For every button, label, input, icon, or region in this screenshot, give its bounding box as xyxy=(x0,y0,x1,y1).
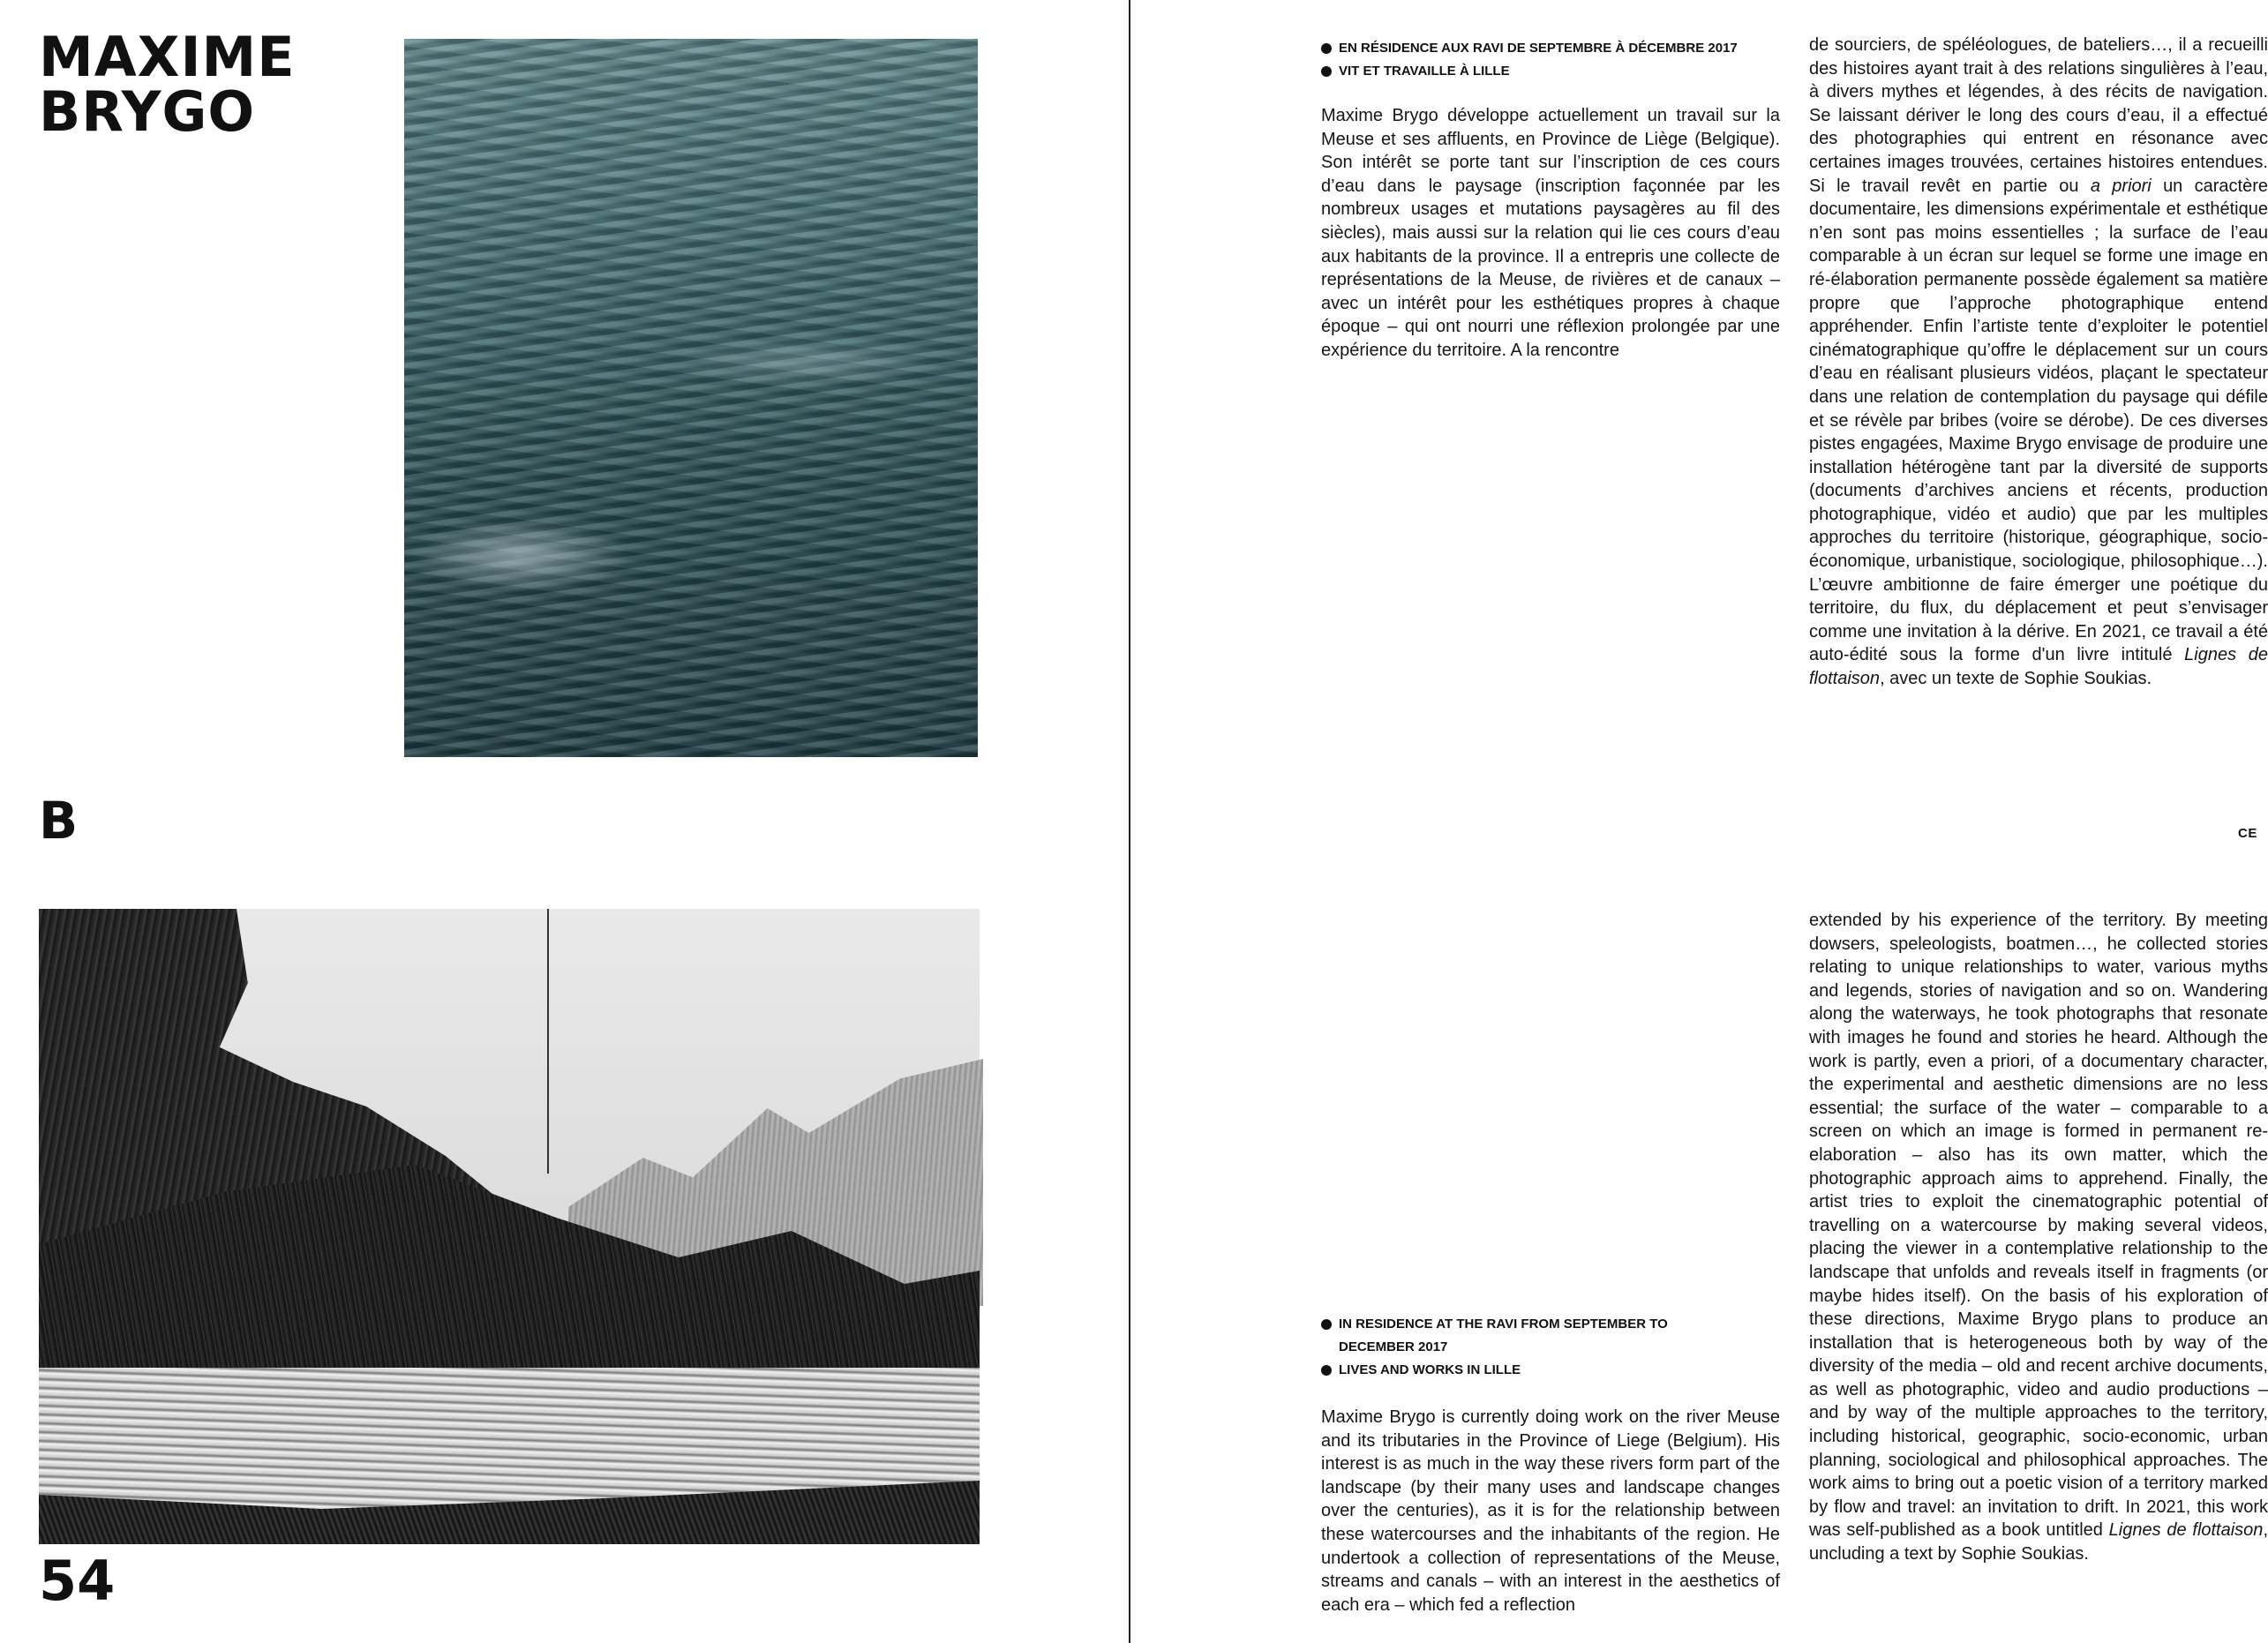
fr-col2-italic-book-title: Lignes de flottaison xyxy=(1809,645,2268,689)
fr-body-column-2 xyxy=(1809,34,2268,691)
fr-col2-part-b: un caractère documentaire, les dimensions expérimentale et esthétique n’en sont pas moins essentielles ; la surface de l’eau comparable à un écran sur lequel se forme une image en ré-élaboration permanente possède également sa matière propre que l’approche photographique entend appréhender. Enfin l’artiste tente d’exploiter le potentiel cinématographique qu’offre le déplacement sur un cours d’eau en réalisant plusieurs vidéos, plaçant le spectateur dans une relation de contemplation du paysage qui défile et se révèle par bribes (voire se dérobe). De ces diverses pistes engagées, Maxime Brygo envisage de produire une installation hétérogène tant par la diversité de supports (documents d’archives anciens et récents, production photographique, vidéo et audio) que par les multiples approches du territoire (historique, géographique, socio-économique, urbanistique, sociologique, philosophique…). L’œuvre ambitionne de faire émerger une poétique du territoire, du flux, du déplacement et peut s’envisager comme une invitation à la dérive. En 2021, ce travail a été auto-édité sous la forme d'un livre intitulé xyxy=(1809,176,2268,665)
fr-body-column-1: Maxime Brygo développe actuellement un travail sur la Meuse et ses affluents, en Province de Liège (Belgique). Son intérêt se porte tant sur l’inscription de ces cours d’eau dans le paysage (inscription façonnée par les nombreux usages et mutations paysagères au fil des siècles), mais aussi sur la relation qui lie ces cours d’eau aux habitants de la province. Il a entrepris une collecte de représentations de la Meuse, de rivières et de canaux – avec un intérêt pour les esthétiques propres à chaque époque – qui ont nourri une réflexion prolongée par une expérience du territoire. A la rencontre xyxy=(1321,106,1780,360)
photo-pole xyxy=(547,909,549,1174)
water-surface-photo xyxy=(404,39,978,757)
page-number: 54 xyxy=(39,1549,116,1613)
fr-col2-part-a: de sourciers, de spéléologues, de bateliers…, il a recueilli des histoires ayant trait à des relations singulières à l’eau, à divers mythes et légendes, à des récits de navigation. Se laissant dériver le long des cours d’eau, il a effectué des photographies qui entrent en résonance avec certaines images trouvées, certaines histoires entendues. Si le travail revêt en partie ou xyxy=(1809,35,2268,196)
en-meta-list xyxy=(1321,1313,1780,1382)
fr-meta-list xyxy=(1321,37,1780,83)
en-col2-italic-book-title: Lignes de flottaison xyxy=(2108,1520,2264,1541)
en-col2-part-a: extended by his experience of the territory. By meeting dowsers, speleologists, boatmen…, he collected stories relating to unique relationships to water, various myths and legends, stories of navigation and so on. Wandering along the waterways, he took photographs that resonate with images he found and stories he heard. Although the work is partly, even a priori, of a documentary character, the experimental and aesthetic dimensions are no less essential; the surface of the water – comparable to a screen on which an image is formed in permanent re-elaboration – also has its own matter, which the photographic approach aims to apprehend. Finally, the artist tries to exploit the cinematographic potential of travelling on a watercourse by making several videos, placing the viewer in a contemplative relationship to the landscape that unfolds and reveals itself in fragments (or maybe hides itself). On the basis of his exploration of these directions, Maxime Brygo plans to produce an installation that is heterogeneous both by way of the diversity of the media – old and recent archive documents, as well as photographic, video and audio productions – and by way of the multiple approaches to the territory, including historical, geographic, socio-economic, urban planning, sociological and philosophical approaches. The work aims to bring out a poetic vision of a territory marked by flow and travel: an invitation to drift. In 2021, this work was self-published as a book untitled xyxy=(1809,911,2268,1541)
en-col2-part-c: , uncluding a text by Sophie Soukias. xyxy=(1809,1520,2268,1564)
en-body-column-1: Maxime Brygo is currently doing work on the river Meuse and its tributaries in the Province of Liege (Belgium). His interest is as much in the way these rivers form part of the landscape (by their many uses and landscape changes over the centuries), as it is for the relationship between these watercourses and the inhabitants of the region. He undertook a collection of representations of the Meuse, streams and canals – with an interest in the aesthetics of each era – which fed a reflection xyxy=(1321,1407,1780,1615)
en-meta-residence-cont: DECEMBER 2017 xyxy=(1339,1339,1448,1354)
artist-name-title xyxy=(39,25,296,144)
title-line-first: MAXIME xyxy=(39,25,296,89)
en-body-column-2 xyxy=(1809,909,2268,1566)
en-meta-lives: LIVES AND WORKS IN LILLE xyxy=(1321,1359,1780,1382)
title-line-last: BRYGO xyxy=(39,79,256,144)
page-spine xyxy=(1129,0,1130,1643)
language-tag: CE xyxy=(2238,826,2257,841)
river-landscape-photo xyxy=(39,909,980,1533)
section-letter: B xyxy=(39,791,79,851)
fr-meta-lives: VIT ET TRAVAILLE À LILLE xyxy=(1321,60,1780,83)
fr-col2-italic-a-priori: a priori xyxy=(2090,176,2152,196)
fr-meta-residence: EN RÉSIDENCE AUX RAVI DE SEPTEMBRE À DÉCEMBRE 2017 xyxy=(1321,37,1780,60)
en-meta-residence: IN RESIDENCE AT THE RAVI FROM SEPTEMBER TO xyxy=(1321,1313,1780,1336)
fr-col2-part-c: , avec un texte de Sophie Soukias. xyxy=(1880,669,2152,689)
